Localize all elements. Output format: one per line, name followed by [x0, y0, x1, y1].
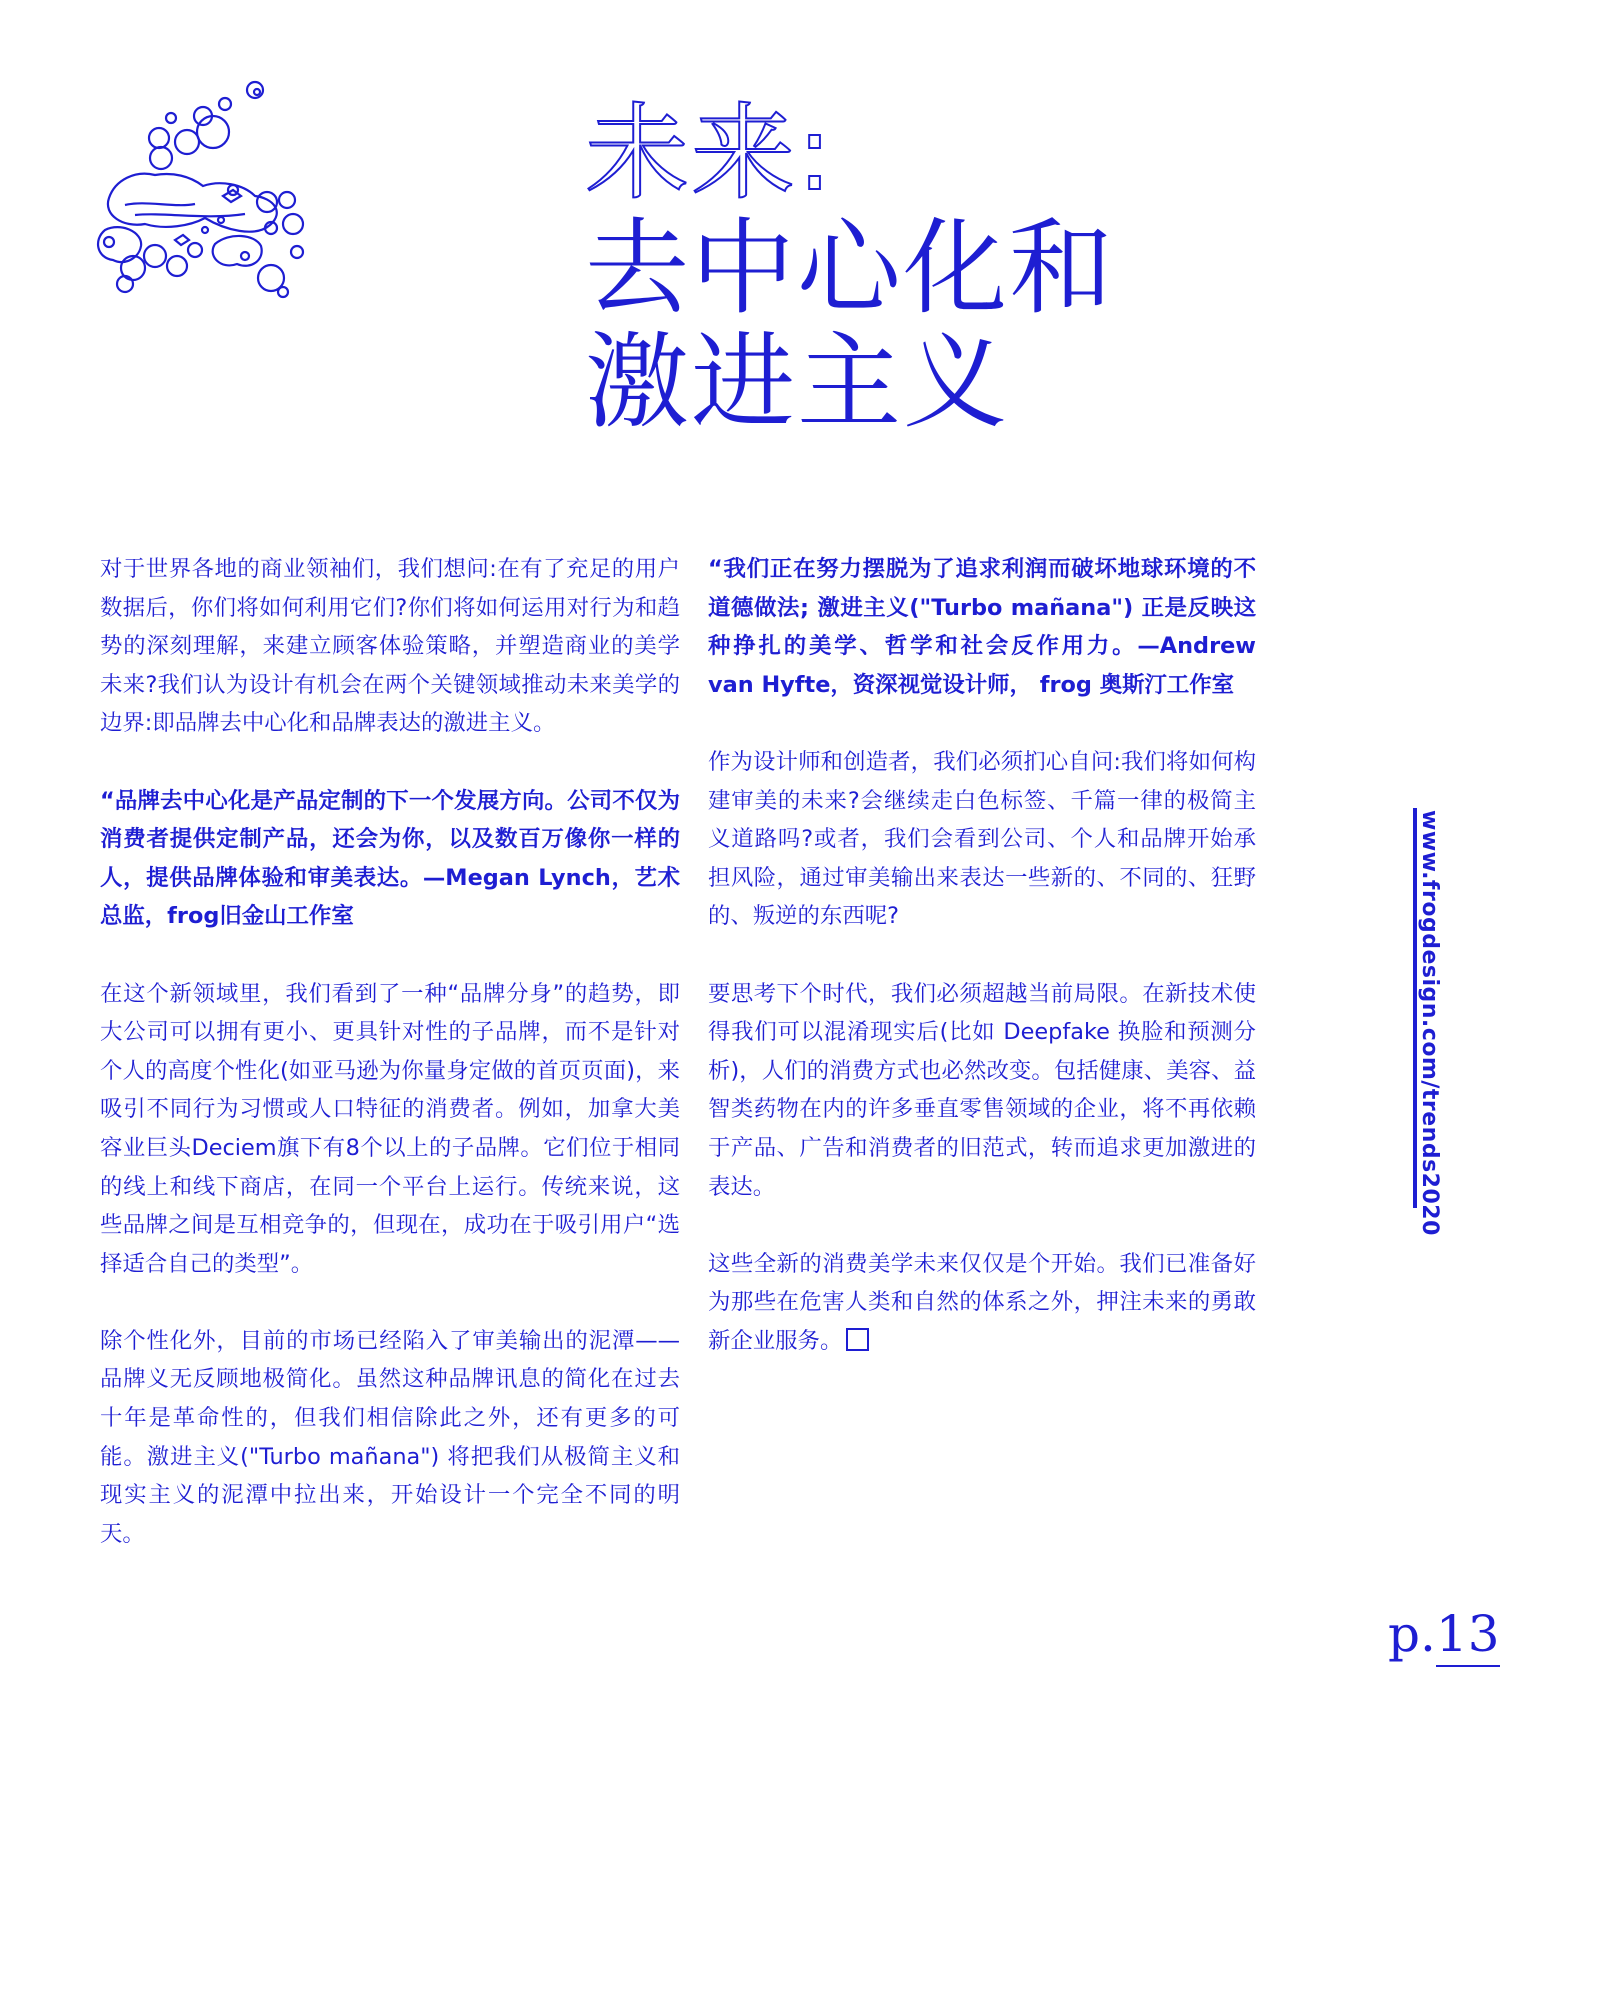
title-line-3: 激进主义	[585, 321, 1010, 443]
end-square-icon	[846, 1328, 869, 1351]
left-column	[100, 550, 680, 1592]
title-line-outline: 未来:	[585, 92, 835, 214]
title-line-2: 去中心化和	[585, 207, 1116, 329]
paragraph-intro: 对于世界各地的商业领袖们，我们想问:在有了充足的用户数据后，你们将如何利用它们?你们将如何运用对行为和趋势的深刻理解，来建立顾客体验策略，并塑造商业的美学未来?我们认为设计有机会在两个关键领域推动未来美学的边界:即品牌去中心化和品牌表达的激进主义。	[100, 556, 680, 737]
page-title	[585, 92, 1116, 443]
quote-andrew-van-hyfte: “我们正在努力摆脱为了追求利润而破坏地球环境的不道德做法; 激进主义("Turbo mañana") 正是反映这种挣扎的美学、哲学和社会反作用力。—Andrew van Hyfte，资深视觉设计师， frog 奥斯汀工作室	[708, 556, 1256, 698]
page-number-prefix: p.	[1388, 1605, 1436, 1663]
paragraph-next-era: 要思考下个时代，我们必须超越当前局限。在新技术使得我们可以混淆现实后(比如 Deepfake 换脸和预测分析)，人们的消费方式也必然改变。包括健康、美容、益智类药物在内的许多垂直零售领域的企业，将不再依赖于产品、广告和消费者的旧范式，转而追求更加激进的表达。	[708, 980, 1256, 1200]
paragraph-designers-question: 作为设计师和创造者，我们必须扪心自问:我们将如何构建审美的未来?会继续走白色标签、千篇一律的极简主义道路吗?或者，我们会看到公司、个人和品牌开始承担风险，通过审美输出来表达一些新的、不同的、狂野的、叛逆的东西呢?	[708, 748, 1256, 930]
page-number-value: 13	[1436, 1605, 1500, 1667]
right-column	[708, 550, 1256, 1399]
paragraph-brand-avatar: 在这个新领域里，我们看到了一种“品牌分身”的趋势，即大公司可以拥有更小、更具针对性的子品牌，而不是针对个人的高度个性化(如亚马逊为你量身定做的首页页面)，来吸引不同行为习惯或人口特征的消费者。例如，加拿大美容业巨头Deciem旗下有8个以上的子品牌。它们位于相同的线上和线下商店，在同一个平台上运行。传统来说，这些品牌之间是互相竞争的，但现在，成功在于吸引用户“选择适合自己的类型”。	[100, 980, 680, 1277]
paragraph-closing	[708, 1245, 1256, 1361]
paragraph-radicalism: 除个性化外，目前的市场已经陷入了审美输出的泥潭——品牌义无反顾地极简化。虽然这种品牌讯息的简化在过去十年是革命性的，但我们相信除此之外，还有更多的可能。激进主义("Turbo mañana") 将把我们从极简主义和现实主义的泥潭中拉出来，开始设计一个完全不同的明天。	[100, 1327, 680, 1547]
quote-megan-lynch: “品牌去中心化是产品定制的下一个发展方向。公司不仅为消费者提供定制产品，还会为你，以及数百万像你一样的人，提供品牌体验和审美表达。—Megan Lynch，艺术总监，frog旧金山工作室	[100, 787, 680, 930]
closing-text: 这些全新的消费美学未来仅仅是个开始。我们已准备好为那些在危害人类和自然的体系之外，押注未来的勇敢新企业服务。	[708, 1250, 1256, 1354]
bubble-cluster-illustration	[95, 80, 325, 305]
page-number	[1388, 1605, 1500, 1663]
side-url[interactable]: www.frogdesign.com/trends2020	[1417, 810, 1442, 1236]
